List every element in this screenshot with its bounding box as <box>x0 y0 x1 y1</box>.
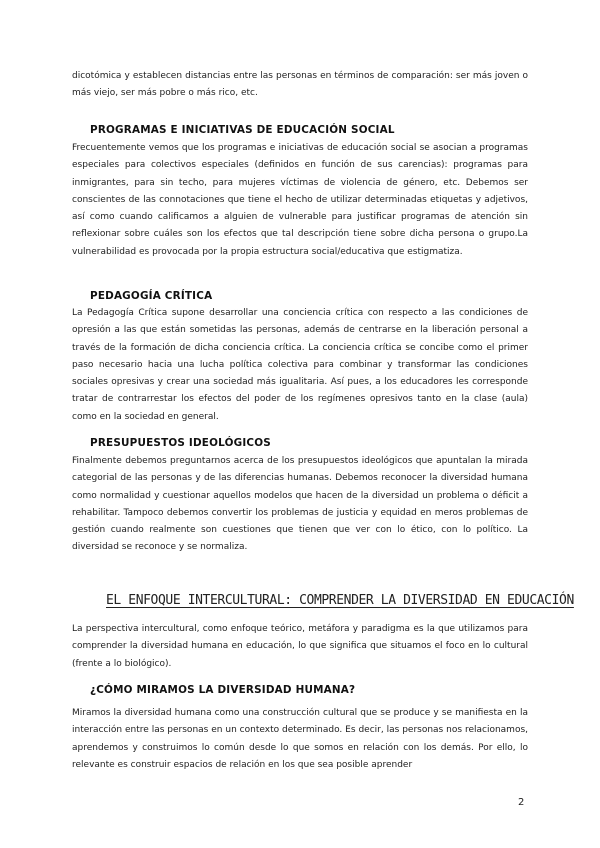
page-number: 2 <box>518 797 525 808</box>
heading-programas: PROGRAMAS E INICIATIVAS DE EDUCACIÓN SOCIAL <box>90 124 395 136</box>
heading-miramos: ¿CÓMO MIRAMOS LA DIVERSIDAD HUMANA? <box>90 684 356 696</box>
section-title <box>90 588 574 612</box>
section-title-text: EL ENFOQUE INTERCULTURAL: COMPRENDER LA DIVERSIDAD EN EDUCACIÓN <box>106 592 574 608</box>
presupuestos-paragraph: Finalmente debemos preguntarnos acerca de los presupuestos ideológicos que apuntalan la mirada categorial de las personas y de las diferencias humanas. Debemos reconocer la diversidad humana como normalidad y cuestionar aquellos modelos que hacen de la diversidad un problema o déficit a rehabilitar. Tampoco debemos convertir los problemas de justicia y equidad en meros problemas de gestión cuando realmente son cuestiones que tienen que ver con lo ético, con lo político. La diversidad se reconoce y se normaliza. <box>72 456 528 553</box>
programas-paragraph: Frecuentemente vemos que los programas e iniciativas de educación social se asocian a programas especiales para colectivos especiales (definidos en función de sus carencias): programas para inmigrantes, para sin techo, para mujeres víctimas de violencia de género, etc. Debemos ser conscientes de las connotaciones que tiene el hecho de utilizar determinadas etiquetas y adjetivos, así como cuando calificamos a alguien de vulnerable para justificar programas de atención sin reflexionar sobre cuáles son los efectos que tal descripción tiene sobre dicha persona o grupo.La vulnerabilidad es provocada por la propia estructura social/educativa que estigmatiza. <box>72 143 528 257</box>
miramos-paragraph: Miramos la diversidad humana como una construcción cultural que se produce y se manifiesta en la interacción entre las personas en un contexto determinado. Es decir, las personas nos relacionamos, aprendemos y construimos lo común desde lo que somos en relación con los demás. Por ello, lo relevante es construir espacios de relación en los que sea posible aprender <box>72 708 528 770</box>
pedagogia-paragraph: La Pedagogía Crítica supone desarrollar una conciencia crítica con respecto a las condiciones de opresión a las que están sometidas las personas, además de centrarse en la liberación personal a través de la formación de dicha conciencia crítica. La conciencia crítica se concibe como el primer paso necesario hacia una lucha política colectiva para combinar y transformar las condiciones sociales opresivas y crear una sociedad más igualitaria. Así pues, a los educadores les corresponde tratar de contrarrestar los efectos del poder de los regímenes opresivos tanto en la clase (aula) como en la sociedad en general. <box>72 308 528 422</box>
intro-paragraph: dicotómica y establecen distancias entre las personas en términos de comparación: ser más joven o más viejo, ser más pobre o más rico, etc. <box>72 71 528 99</box>
heading-pedagogia: PEDAGOGÍA CRÍTICA <box>90 290 213 302</box>
enfoque-paragraph: La perspectiva intercultural, como enfoque teórico, metáfora y paradigma es la que utilizamos para comprender la diversidad humana en educación, lo que significa que situamos el foco en lo cultural (frente a lo biológico). <box>72 624 528 669</box>
heading-presupuestos: PRESUPUESTOS IDEOLÓGICOS <box>90 437 271 449</box>
